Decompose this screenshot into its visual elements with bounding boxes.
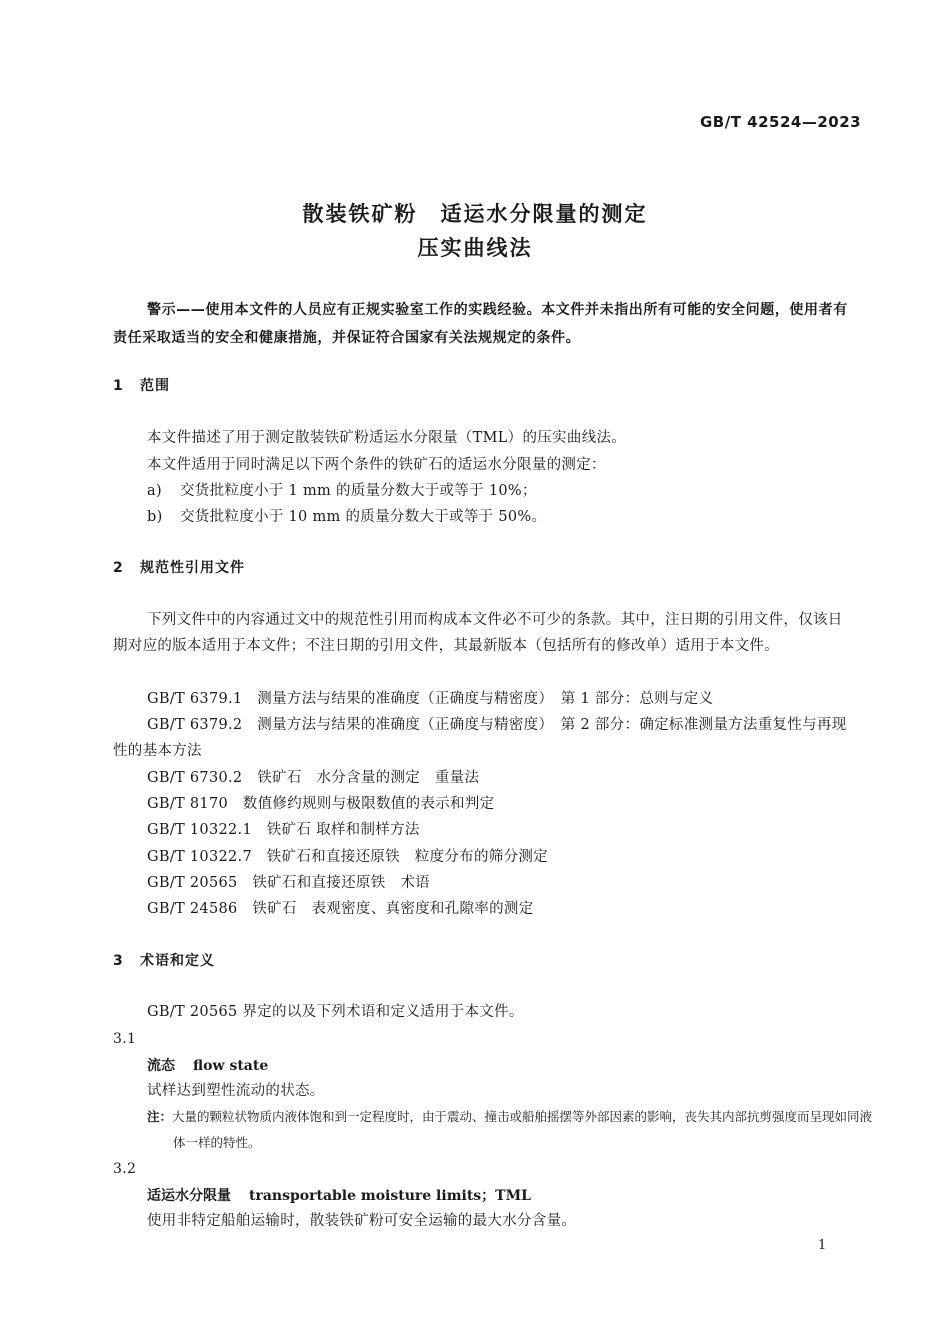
reference-item: GB/T 6730.2 铁矿石 水分含量的测定 重量法 xyxy=(147,770,480,786)
scope-paragraph-2: 本文件适用于同时满足以下两个条件的铁矿石的适运水分限量的测定： xyxy=(147,457,606,473)
section-number: 3 xyxy=(113,953,124,969)
term-note xyxy=(147,1104,877,1156)
term-definition: 试样达到塑性流动的状态。 xyxy=(147,1083,325,1099)
standard-number: GB/T 42524—2023 xyxy=(700,113,862,131)
reference-item: GB/T 24586 铁矿石 表观密度、真密度和孔隙率的测定 xyxy=(147,901,534,917)
references-intro: 下列文件中的内容通过文中的规范性引用而构成本文件必不可少的条款。其中，注日期的引用文件，仅该日期对应的版本适用于本文件；不注日期的引用文件，其最新版本（包括所有的修改单）适用于本文件。 xyxy=(113,612,843,654)
document-title-line2: 压实曲线法 xyxy=(417,236,533,260)
reference-item: GB/T 8170 数值修约规则与极限数值的表示和判定 xyxy=(147,796,495,812)
term-en: flow state xyxy=(193,1058,269,1074)
list-label: a) xyxy=(147,483,162,499)
reference-item: GB/T 10322.1 铁矿石 取样和制样方法 xyxy=(147,822,420,838)
list-item xyxy=(147,504,546,530)
term-zh: 适运水分限量 xyxy=(147,1188,231,1204)
term-definition: 使用非特定船舶运输时，散装铁矿粉可安全运输的最大水分含量。 xyxy=(147,1213,577,1229)
document-title-line1: 散装铁矿粉 适运水分限量的测定 xyxy=(302,202,648,226)
section-heading-scope xyxy=(113,375,170,395)
list-text: 交货批粒度小于 1 mm 的质量分数大于或等于 10%； xyxy=(180,483,537,499)
reference-item: GB/T 6379.2 测量方法与结果的准确度（正确度与精密度） 第 2 部分：确定标准测量方法重复性与再现性的基本方法 xyxy=(113,717,847,759)
list-item xyxy=(147,478,537,504)
terms-intro: GB/T 20565 界定的以及下列术语和定义适用于本文件。 xyxy=(147,1004,524,1020)
clause-number: 3.1 xyxy=(113,1031,137,1047)
section-title: 规范性引用文件 xyxy=(140,560,245,576)
term-en: transportable moisture limits；TML xyxy=(249,1188,531,1204)
section-number: 2 xyxy=(113,560,124,576)
list-text: 交货批粒度小于 10 mm 的质量分数大于或等于 50%。 xyxy=(180,509,547,525)
note-label: 注： xyxy=(147,1109,173,1124)
page-number: 1 xyxy=(818,1238,827,1253)
term-heading xyxy=(147,1185,531,1205)
reference-item: GB/T 6379.1 测量方法与结果的准确度（正确度与精密度） 第 1 部分：总则与定义 xyxy=(147,691,714,707)
reference-item: GB/T 10322.7 铁矿石和直接还原铁 粒度分布的筛分测定 xyxy=(147,849,548,865)
term-zh: 流态 xyxy=(147,1058,175,1074)
term-heading xyxy=(147,1055,268,1075)
section-title: 范围 xyxy=(140,378,170,394)
clause-number: 3.2 xyxy=(113,1161,137,1177)
section-title: 术语和定义 xyxy=(140,953,215,969)
scope-paragraph-1: 本文件描述了用于测定散装铁矿粉适运水分限量（TML）的压实曲线法。 xyxy=(147,430,627,446)
warning-paragraph: 警示——使用本文件的人员应有正规实验室工作的实践经验。本文件并未指出所有可能的安全问题，使用者有责任采取适当的安全和健康措施，并保证符合国家有关法规规定的条件。 xyxy=(113,302,848,346)
list-label: b) xyxy=(147,509,163,525)
note-text: 大量的颗粒状物质内液体饱和到一定程度时，由于震动、撞击或船舶摇摆等外部因素的影响，丧失其内部抗剪强度而呈现如同液体一样的特性。 xyxy=(172,1109,873,1150)
section-heading-terms xyxy=(113,950,215,970)
reference-item: GB/T 20565 铁矿石和直接还原铁 术语 xyxy=(147,875,430,891)
section-heading-normative-references xyxy=(113,557,245,577)
section-number: 1 xyxy=(113,378,124,394)
